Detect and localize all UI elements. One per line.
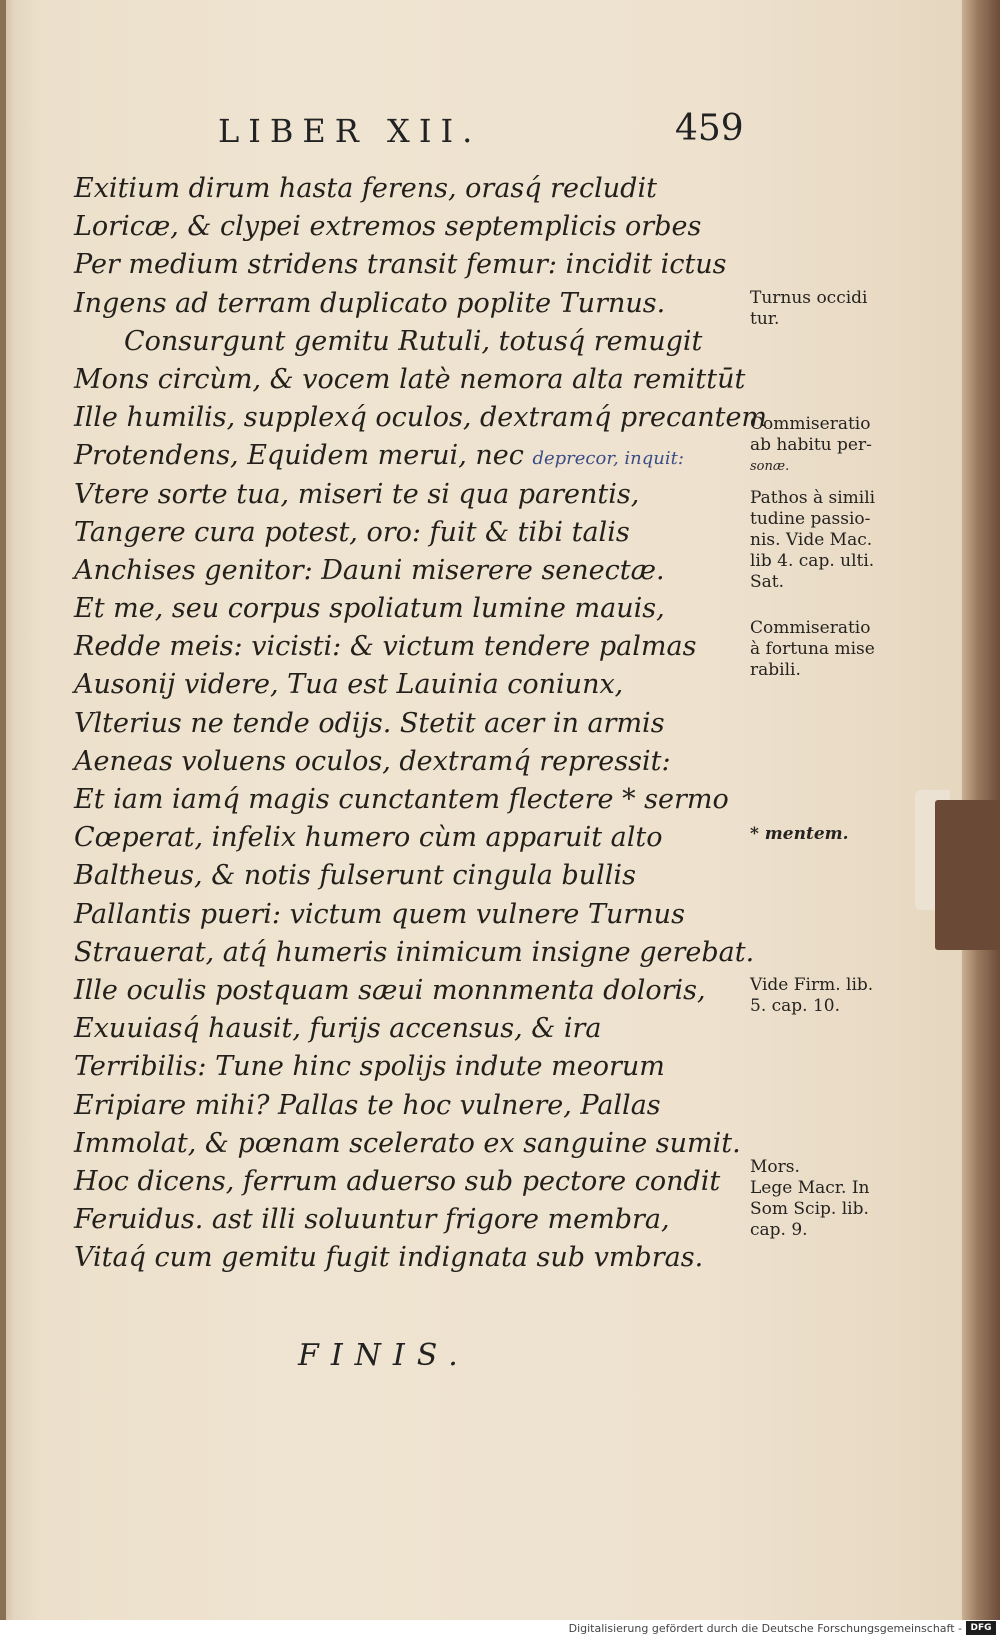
verse-line: Per medium stridens transit femur: incidit ictus — [74, 249, 727, 281]
verse-line: Immolat, & pœnam scelerato ex sanguine sumit. — [74, 1127, 741, 1159]
verse-line: Terribilis: Tune hinc spolijs indute meorum — [74, 1051, 665, 1083]
verse-line: Aeneas voluens oculos, dextramq́ repressit: — [74, 745, 671, 777]
funding-credit: Digitalisierung gefördert durch die Deutsche Forschungsgemeinschaft - — [568, 1622, 962, 1635]
margin-note-mentem: * mentem. — [750, 824, 849, 844]
verse-line: Feruidus. ast illi soluuntur frigore membra, — [74, 1204, 670, 1236]
verse-line: Exuuiasq́ hausit, furijs accensus, & ira — [74, 1013, 602, 1045]
page-number: 459 — [675, 108, 744, 149]
verse-line-tail: deprecor, inquit: — [532, 448, 684, 470]
verse-line: Eripiare mihi? Pallas te hoc vulnere, Pallas — [74, 1089, 661, 1121]
verse-line: Et me, seu corpus spoliatum lumine mauis, — [74, 593, 665, 625]
verse-line: Protendens, Equidem merui, nec deprecor, inquit: — [74, 440, 684, 472]
running-head: LIBER XII. — [218, 112, 482, 150]
verse-text — [74, 170, 768, 1277]
verse-line: Baltheus, & notis fulserunt cingula bullis — [74, 860, 636, 892]
verse-line: Loricæ, & clypei extremos septemplicis orbes — [74, 211, 702, 243]
margin-note-mors: Mors. Lege Macr. In Som Scip. lib. cap. 9. — [750, 1157, 870, 1240]
margin-note-commiseratio: Commiseratio ab habitu per- sonæ. — [750, 414, 872, 474]
dfg-logo: DFG — [966, 1621, 996, 1635]
margin-note-fortuna: Commiseratio à fortuna mise rabili. — [750, 618, 875, 680]
verse-line: Strauerat, atq́ humeris inimicum insigne gerebat. — [74, 936, 755, 968]
margin-note-turnus: Turnus occidi tur. — [750, 288, 868, 329]
verse-line: Anchises genitor: Dauni miserere senectæ. — [74, 554, 665, 586]
verse-line: Consurgunt gemitu Rutuli, totusq́ remugit — [124, 325, 703, 357]
finis-text: FINIS. — [298, 1338, 470, 1373]
verse-line: Vtere sorte tua, miseri te si qua parentis, — [74, 478, 640, 510]
margin-note-firm: Vide Firm. lib. 5. cap. 10. — [750, 975, 874, 1016]
footer-bar — [0, 1620, 1000, 1638]
verse-line: Ingens ad terram duplicato poplite Turnus. — [74, 287, 666, 319]
verse-line: Exitium dirum hasta ferens, orasq́ recludit — [74, 173, 657, 204]
margin-note-pathos: Pathos à simili tudine passio- nis. Vide Mac. lib 4. cap. ulti. Sat. — [750, 488, 876, 592]
verse-line: Mons circùm, & vocem latè nemora alta remittūt — [74, 363, 746, 395]
verse-line: Tangere cura potest, oro: fuit & tibi talis — [74, 516, 630, 548]
page-gutter-edge — [0, 0, 6, 1620]
verse-line: Redde meis: vicisti: & victum tendere palmas — [74, 631, 697, 663]
verse-line: Et iam iamq́ magis cunctantem flectere * sermo — [74, 784, 729, 815]
verse-line: Ausonij videre, Tua est Lauinia coniunx, — [74, 669, 624, 701]
verse-line: Ille humilis, supplexq́ oculos, dextramq́ precantem — [74, 402, 768, 434]
verse-line: Pallantis pueri: victum quem vulnere Turnus — [74, 898, 685, 930]
verse-line: Vitaq́ cum gemitu fugit indignata sub vmbras. — [74, 1242, 704, 1274]
verse-line: Ille oculis postquam sæui monnmenta doloris, — [74, 974, 706, 1006]
verse-line: Cœperat, infelix humero cùm apparuit alto — [74, 822, 663, 854]
verse-line: Vlterius ne tende odijs. Stetit acer in armis — [74, 707, 665, 739]
bookmark-tab — [935, 800, 1000, 950]
verse-line: Hoc dicens, ferrum aduerso sub pectore condit — [74, 1165, 721, 1197]
